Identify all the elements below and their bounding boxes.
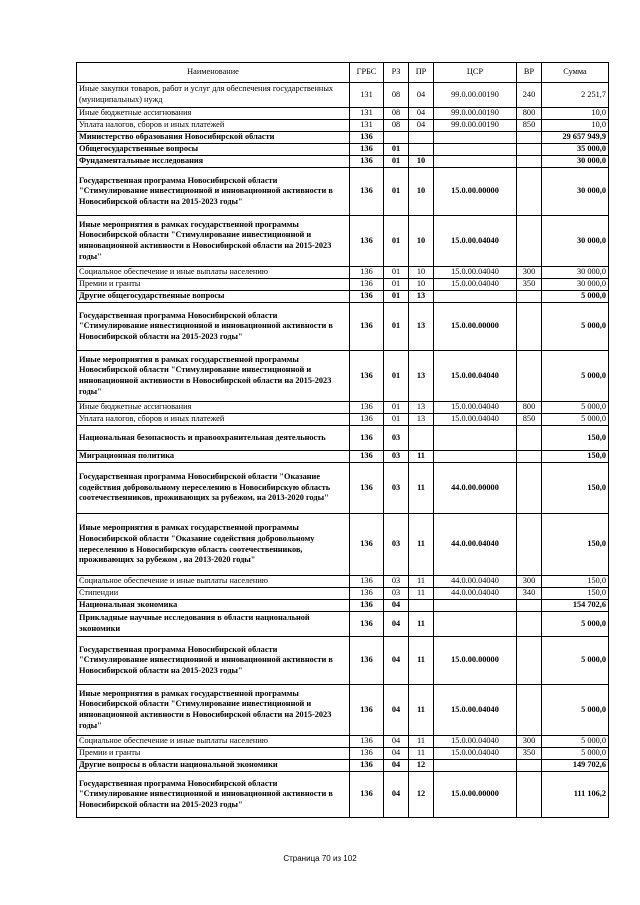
cell-rz: 03 [384,451,409,463]
cell-vr [517,351,542,402]
cell-vr: 850 [517,120,542,132]
cell-grbs: 136 [350,402,384,414]
cell-vr [517,463,542,514]
cell-rz: 08 [384,120,409,132]
table-row [77,414,609,426]
cell-csr: 15.0.00.04040 [434,685,517,736]
cell-vr: 800 [517,108,542,120]
cell-rz: 03 [384,514,409,576]
cell-csr: 99.0.00.00190 [434,120,517,132]
cell-vr [517,291,542,303]
cell-pr: 10 [409,168,434,216]
cell-csr [434,426,517,451]
table-row [77,736,609,748]
col-header-vr: ВР [517,63,542,83]
cell-csr [434,291,517,303]
cell-vr [517,514,542,576]
cell-csr [434,760,517,772]
cell-rz: 01 [384,267,409,279]
cell-csr: 44.0.00.04040 [434,588,517,600]
cell-vr [517,303,542,351]
cell-rz: 01 [384,291,409,303]
table-row [77,463,609,514]
cell-pr: 11 [409,514,434,576]
cell-grbs: 136 [350,600,384,612]
cell-name: Национальная экономика [77,600,350,612]
cell-vr [517,685,542,736]
cell-csr: 15.0.00.04040 [434,414,517,426]
cell-csr: 15.0.00.04040 [434,748,517,760]
cell-csr: 15.0.00.04040 [434,736,517,748]
cell-pr: 11 [409,576,434,588]
cell-vr: 340 [517,588,542,600]
cell-rz: 03 [384,588,409,600]
cell-rz: 08 [384,83,409,108]
cell-vr: 800 [517,402,542,414]
cell-pr: 11 [409,736,434,748]
cell-rz: 01 [384,279,409,291]
cell-pr: 04 [409,120,434,132]
cell-name: Социальное обеспечение и иные выплаты населению [77,267,350,279]
table-row [77,120,609,132]
cell-sum: 150,0 [542,588,609,600]
cell-csr: 99.0.00.00190 [434,83,517,108]
cell-pr: 12 [409,760,434,772]
cell-grbs: 131 [350,108,384,120]
cell-rz: 04 [384,612,409,637]
cell-vr [517,144,542,156]
cell-csr: 44.0.00.04040 [434,576,517,588]
cell-sum: 5 000,0 [542,291,609,303]
cell-sum: 30 000,0 [542,156,609,168]
cell-rz: 08 [384,108,409,120]
cell-grbs: 136 [350,426,384,451]
cell-sum: 5 000,0 [542,351,609,402]
col-header-rz: РЗ [384,63,409,83]
cell-pr: 10 [409,267,434,279]
cell-pr [409,144,434,156]
table-row [77,514,609,576]
cell-grbs: 131 [350,120,384,132]
cell-csr: 15.0.00.00000 [434,303,517,351]
cell-pr [409,600,434,612]
cell-grbs: 136 [350,748,384,760]
cell-vr [517,216,542,267]
cell-vr: 300 [517,576,542,588]
cell-pr: 11 [409,637,434,685]
cell-grbs: 136 [350,279,384,291]
cell-sum: 35 000,0 [542,144,609,156]
cell-csr: 44.0.00.00000 [434,463,517,514]
cell-sum: 30 000,0 [542,267,609,279]
col-header-grbs: ГРБС [350,63,384,83]
cell-name: Государственная программа Новосибирской области "Оказание содействия добровольному переселению в Новосибирскую область соотечественников, проживающих за рубежом, на 2013-2020 годы" [77,463,350,514]
cell-vr [517,451,542,463]
cell-rz: 01 [384,351,409,402]
cell-grbs: 136 [350,576,384,588]
cell-vr: 300 [517,267,542,279]
cell-vr: 350 [517,279,542,291]
cell-name: Премии и гранты [77,748,350,760]
cell-sum: 150,0 [542,463,609,514]
cell-sum: 5 000,0 [542,736,609,748]
table-row [77,426,609,451]
cell-sum: 111 106,2 [542,772,609,818]
cell-pr: 13 [409,351,434,402]
cell-name: Уплата налогов, сборов и иных платежей [77,414,350,426]
cell-name: Иные мероприятия в рамках государственной программы Новосибирской области "Стимулирование инвестиционной и инновационной активности в Новосибирской области на 2015-2023 годы" [77,216,350,267]
cell-grbs: 136 [350,612,384,637]
cell-pr: 11 [409,685,434,736]
cell-pr: 04 [409,108,434,120]
table-header [77,63,609,83]
cell-pr: 11 [409,451,434,463]
cell-vr [517,637,542,685]
table-row [77,772,609,818]
cell-grbs: 136 [350,168,384,216]
cell-vr [517,132,542,144]
table-row [77,216,609,267]
cell-sum: 5 000,0 [542,685,609,736]
cell-name: Уплата налогов, сборов и иных платежей [77,120,350,132]
table-row [77,748,609,760]
cell-grbs: 136 [350,156,384,168]
table-row [77,168,609,216]
table-row [77,156,609,168]
cell-rz: 04 [384,748,409,760]
table-row [77,108,609,120]
cell-grbs: 136 [350,351,384,402]
cell-grbs: 136 [350,514,384,576]
cell-rz: 01 [384,216,409,267]
cell-grbs: 136 [350,685,384,736]
cell-grbs: 136 [350,772,384,818]
cell-pr: 13 [409,414,434,426]
cell-grbs: 136 [350,637,384,685]
cell-sum: 10,0 [542,120,609,132]
cell-name: Миграционная политика [77,451,350,463]
table-row [77,576,609,588]
cell-rz: 01 [384,156,409,168]
cell-name: Государственная программа Новосибирской области "Стимулирование инвестиционной и инновационной активности в Новосибирской области на 2015-2023 годы" [77,168,350,216]
cell-name: Социальное обеспечение и иные выплаты населению [77,576,350,588]
cell-csr: 15.0.00.04040 [434,402,517,414]
cell-grbs: 136 [350,736,384,748]
cell-vr: 850 [517,414,542,426]
cell-name: Другие вопросы в области национальной экономики [77,760,350,772]
cell-name: Иные мероприятия в рамках государственной программы Новосибирской области "Стимулирование инвестиционной и инновационной активности в Новосибирской области на 2015-2023 годы" [77,351,350,402]
cell-grbs: 136 [350,144,384,156]
table-row [77,600,609,612]
cell-grbs: 136 [350,588,384,600]
cell-pr: 11 [409,612,434,637]
page-number: Страница 70 из 102 [283,854,357,863]
cell-rz: 04 [384,760,409,772]
table-row [77,402,609,414]
cell-csr [434,144,517,156]
cell-rz: 04 [384,736,409,748]
cell-grbs: 131 [350,83,384,108]
cell-vr [517,426,542,451]
cell-sum: 2 251,7 [542,83,609,108]
cell-grbs: 136 [350,267,384,279]
cell-pr: 13 [409,303,434,351]
cell-sum: 29 657 949,9 [542,132,609,144]
cell-rz: 04 [384,600,409,612]
table-row [77,637,609,685]
table-row [77,144,609,156]
cell-name: Другие общегосударственные вопросы [77,291,350,303]
cell-pr: 13 [409,291,434,303]
table-row [77,83,609,108]
cell-name: Общегосударственные вопросы [77,144,350,156]
cell-sum: 150,0 [542,426,609,451]
cell-pr: 04 [409,83,434,108]
cell-vr [517,772,542,818]
cell-sum: 30 000,0 [542,168,609,216]
cell-rz: 03 [384,463,409,514]
cell-rz: 03 [384,576,409,588]
cell-grbs: 136 [350,216,384,267]
table-row [77,267,609,279]
cell-pr: 12 [409,772,434,818]
cell-sum: 5 000,0 [542,748,609,760]
cell-csr: 15.0.00.04040 [434,279,517,291]
cell-pr: 13 [409,402,434,414]
cell-csr: 44.0.00.04040 [434,514,517,576]
cell-sum: 150,0 [542,451,609,463]
cell-sum: 10,0 [542,108,609,120]
cell-vr [517,600,542,612]
cell-rz: 03 [384,426,409,451]
cell-grbs: 136 [350,303,384,351]
table-row [77,291,609,303]
cell-rz: 04 [384,772,409,818]
cell-vr [517,760,542,772]
table-row [77,351,609,402]
cell-pr [409,132,434,144]
cell-rz: 01 [384,303,409,351]
cell-csr [434,612,517,637]
cell-csr [434,132,517,144]
cell-pr: 11 [409,463,434,514]
cell-name: Прикладные научные исследования в области национальной экономики [77,612,350,637]
cell-pr: 11 [409,748,434,760]
cell-name: Иные мероприятия в рамках государственной программы Новосибирской области "Стимулирование инвестиционной и инновационной активности в Новосибирской области на 2015-2023 годы" [77,685,350,736]
cell-sum: 5 000,0 [542,612,609,637]
cell-pr: 10 [409,279,434,291]
cell-vr: 240 [517,83,542,108]
cell-name: Премии и гранты [77,279,350,291]
cell-sum: 30 000,0 [542,279,609,291]
cell-grbs: 136 [350,291,384,303]
cell-rz: 01 [384,144,409,156]
cell-csr: 15.0.00.00000 [434,772,517,818]
cell-name: Иные мероприятия в рамках государственной программы Новосибирской области "Оказание содействия добровольному переселению в Новосибирскую область соотечественников, проживающих за рубежом , на 2013-2020 годы" [77,514,350,576]
table-body [77,83,609,818]
col-header-csr: ЦСР [434,63,517,83]
cell-vr [517,168,542,216]
cell-vr: 350 [517,748,542,760]
cell-name: Фундаментальные исследования [77,156,350,168]
cell-csr: 15.0.00.00000 [434,637,517,685]
table-row [77,303,609,351]
table-row [77,588,609,600]
cell-rz: 01 [384,402,409,414]
cell-csr: 15.0.00.04040 [434,351,517,402]
cell-csr [434,156,517,168]
cell-csr: 15.0.00.04040 [434,216,517,267]
cell-grbs: 136 [350,760,384,772]
cell-name: Государственная программа Новосибирской области "Стимулирование инвестиционной и инновационной активности в Новосибирской области на 2015-2023 годы" [77,303,350,351]
cell-name: Иные бюджетные ассигнования [77,108,350,120]
cell-csr [434,451,517,463]
col-header-sum: Сумма [542,63,609,83]
cell-name: Иные бюджетные ассигнования [77,402,350,414]
cell-vr: 300 [517,736,542,748]
cell-sum: 149 702,6 [542,760,609,772]
cell-pr [409,426,434,451]
cell-pr: 10 [409,156,434,168]
cell-name: Государственная программа Новосибирской области "Стимулирование инвестиционной и инновационной активности в Новосибирской области на 2015-2023 годы" [77,637,350,685]
cell-sum: 5 000,0 [542,637,609,685]
header-row [77,63,609,83]
cell-pr: 10 [409,216,434,267]
cell-pr: 11 [409,588,434,600]
cell-sum: 5 000,0 [542,303,609,351]
cell-rz: 01 [384,168,409,216]
col-header-pr: ПР [409,63,434,83]
table-row [77,760,609,772]
budget-table [76,62,609,818]
cell-name: Министерство образования Новосибирской области [77,132,350,144]
cell-rz: 04 [384,637,409,685]
cell-sum: 5 000,0 [542,414,609,426]
cell-grbs: 136 [350,414,384,426]
table-row [77,132,609,144]
cell-csr: 99.0.00.00190 [434,108,517,120]
cell-vr [517,156,542,168]
cell-vr [517,612,542,637]
cell-sum: 150,0 [542,576,609,588]
table-row [77,451,609,463]
col-header-name: Наименование [77,63,350,83]
cell-rz: 01 [384,414,409,426]
cell-csr: 15.0.00.00000 [434,168,517,216]
cell-rz: 04 [384,685,409,736]
cell-sum: 30 000,0 [542,216,609,267]
table-row [77,612,609,637]
cell-name: Стипендии [77,588,350,600]
cell-csr: 15.0.00.04040 [434,267,517,279]
cell-sum: 5 000,0 [542,402,609,414]
cell-name: Иные закупки товаров, работ и услуг для обеспечения государственных (муниципальных) нужд [77,83,350,108]
cell-name: Государственная программа Новосибирской области "Стимулирование инвестиционной и инновационной активности в Новосибирской области на 2015-2023 годы" [77,772,350,818]
cell-name: Национальная безопасность и правоохранительная деятельность [77,426,350,451]
cell-name: Социальное обеспечение и иные выплаты населению [77,736,350,748]
cell-grbs: 136 [350,451,384,463]
cell-rz [384,132,409,144]
table-row [77,279,609,291]
table-row [77,685,609,736]
cell-grbs: 136 [350,132,384,144]
cell-sum: 150,0 [542,514,609,576]
cell-csr [434,600,517,612]
cell-sum: 154 702,6 [542,600,609,612]
cell-grbs: 136 [350,463,384,514]
